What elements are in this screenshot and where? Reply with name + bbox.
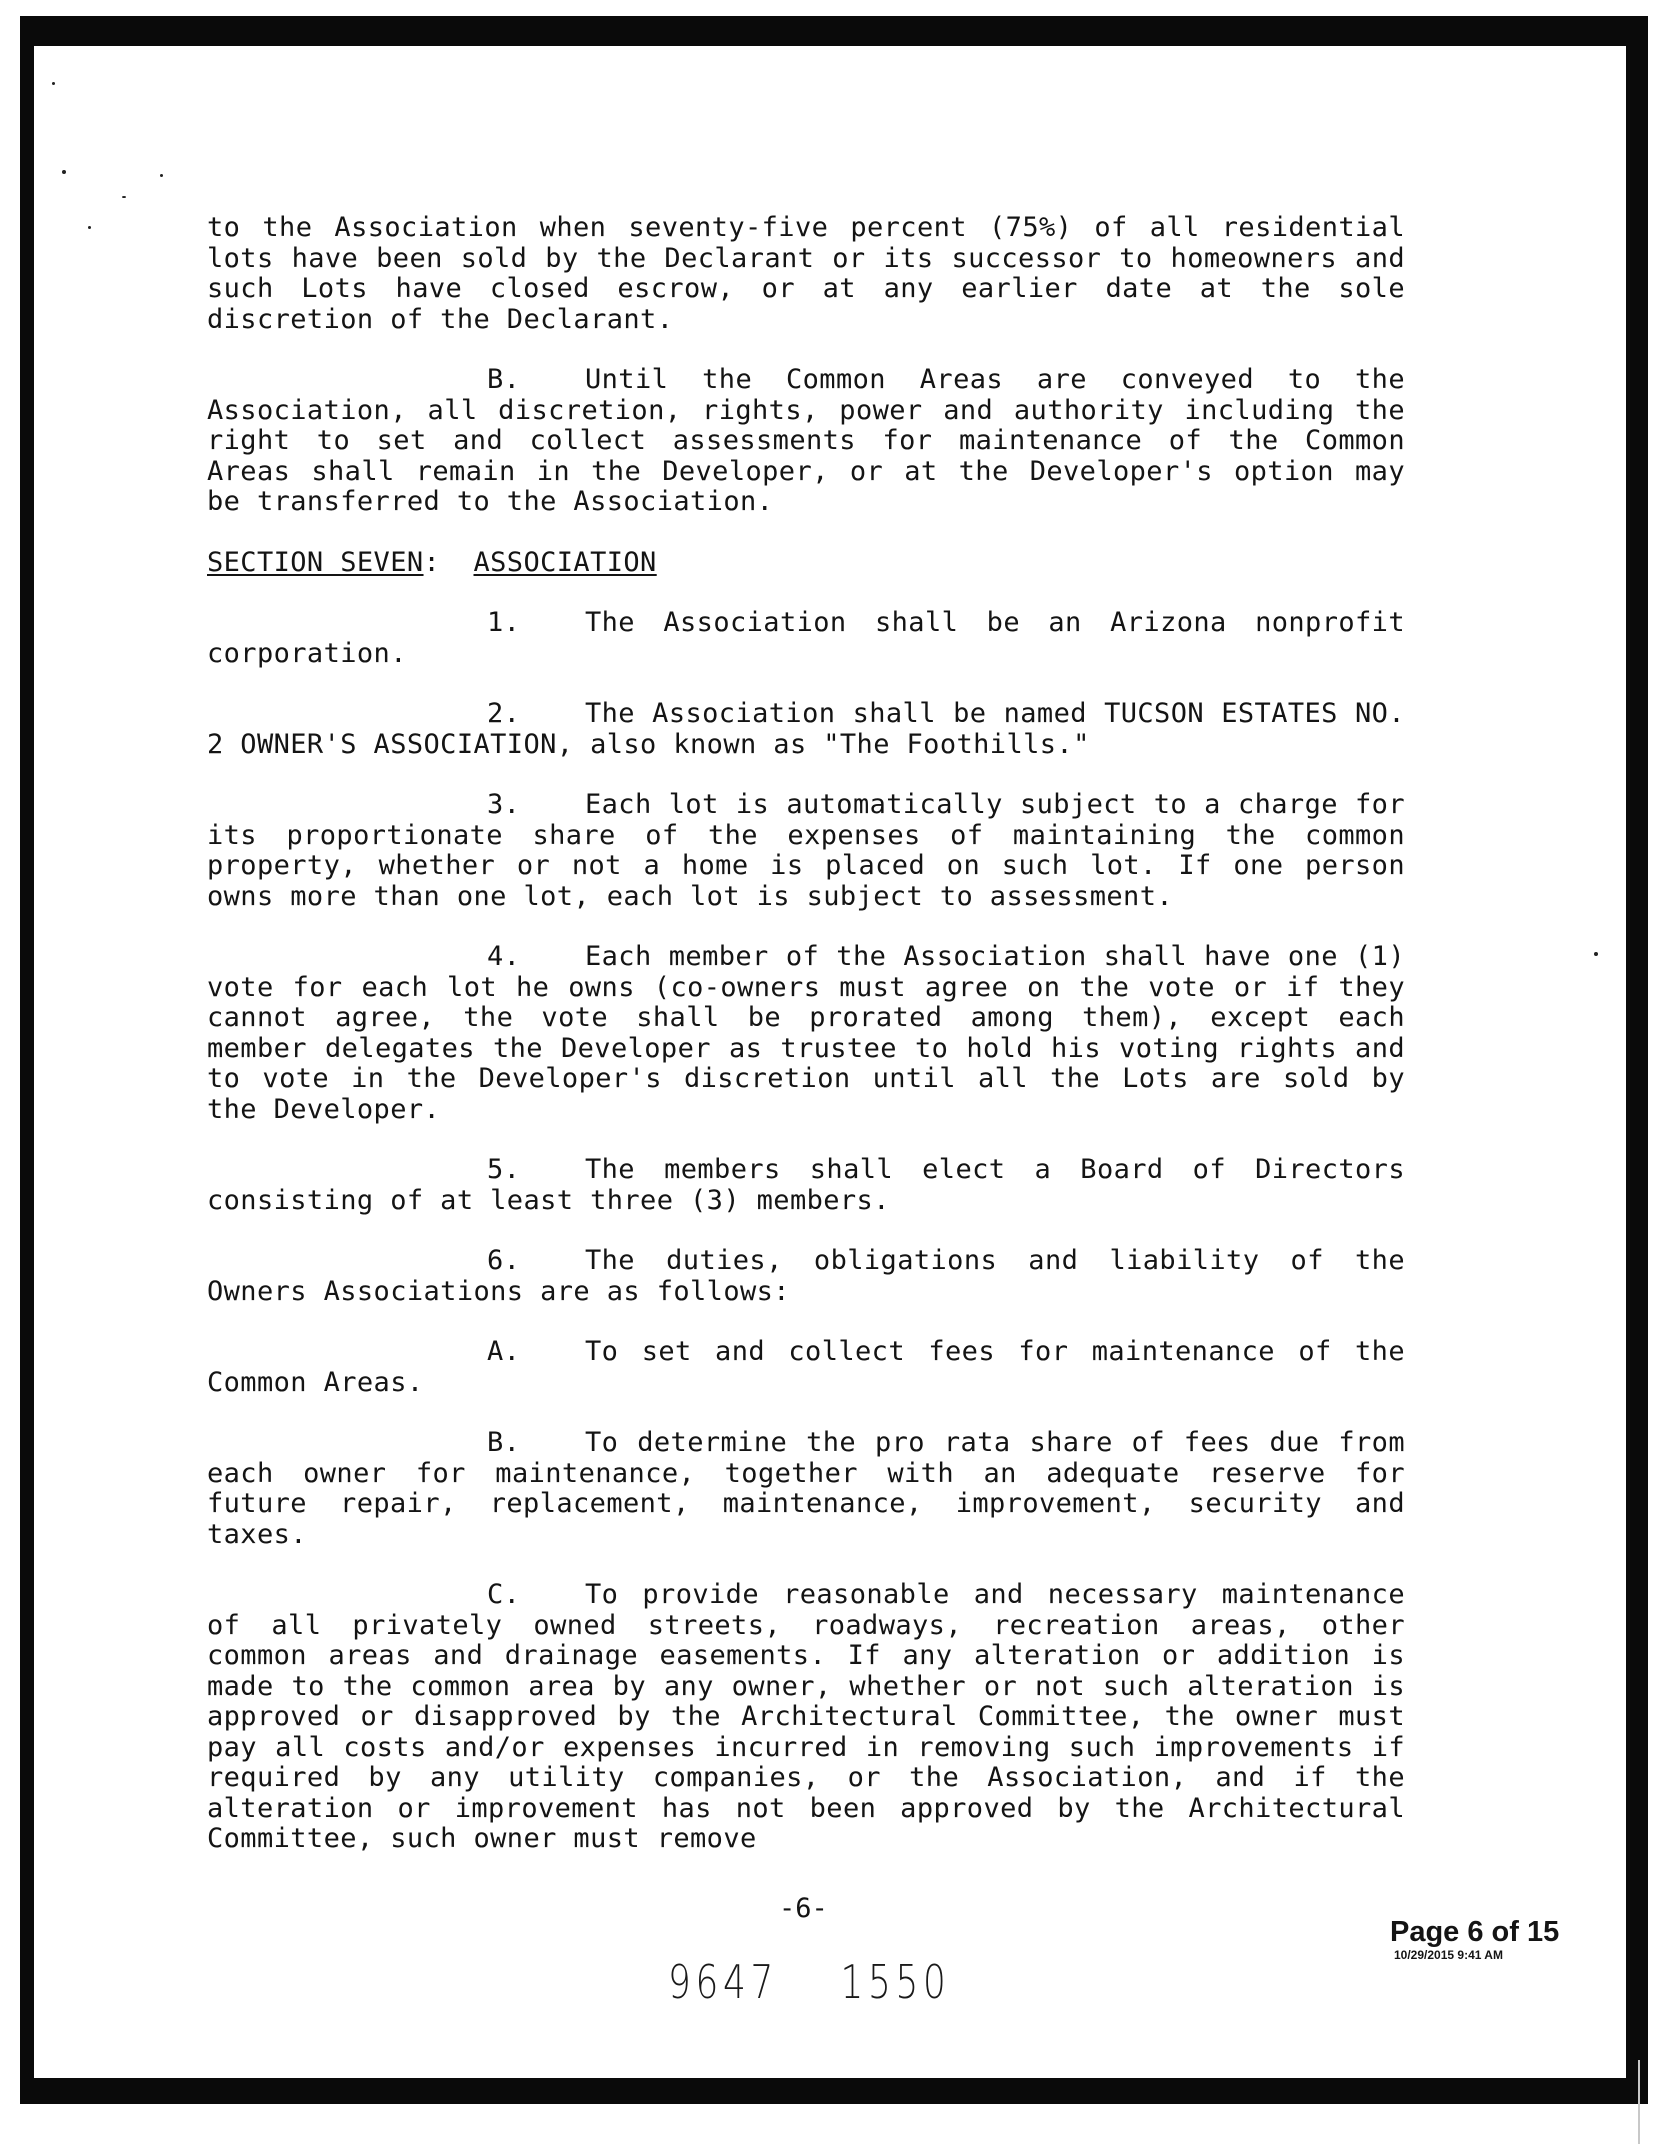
paragraph-label: B. [487, 364, 521, 395]
stamp-page-count: Page 6 of 15 [1390, 1916, 1560, 1948]
sub-item [207, 1337, 1405, 1398]
paragraph-b-conveyance [207, 365, 1405, 518]
item-label: 4. [487, 941, 521, 972]
subitem-label: A. [487, 1336, 521, 1367]
page-reference-number: 1550 [840, 1955, 951, 2009]
scan-speck [122, 196, 126, 198]
sub-item [207, 1428, 1405, 1550]
subitem-text: To determine the pro rata share of fees due from each owner for maintenance, together with an adequate reserve for future repair, replacement, maintenance, improvement, security and taxes. [207, 1427, 1405, 1550]
item-text: The duties, obligations and liability of the Owners Associations are as follows: [207, 1245, 1405, 1307]
docket-number: 9647 [668, 1955, 779, 2009]
item-label: 2. [487, 698, 521, 729]
subitem-text: To set and collect fees for maintenance of the Common Areas. [207, 1336, 1405, 1398]
list-item [207, 1155, 1405, 1216]
paragraph-continued: to the Association when seventy-five percent (75%) of all residential lots have been sold by the Declarant or its successor to homeowners and such Lots have closed escrow, or at any earlier date at the sole discretion of the Declarant. [207, 212, 1405, 335]
list-item [207, 608, 1405, 669]
item-label: 5. [487, 1154, 521, 1185]
section-number: SECTION SEVEN [207, 546, 424, 578]
item-text: The members shall elect a Board of Directors consisting of at least three (3) members. [207, 1154, 1405, 1216]
scan-speck [160, 174, 163, 177]
subitem-text: To provide reasonable and necessary maintenance of all privately owned streets, roadways, recreation areas, other common areas and drainage easements. If any alteration or addition is made to the common area by any owner, whether or not such alteration is approved or disapproved by the Architectural Committee, the owner must pay all costs and/or expenses incurred in removing such improvements if required by any utility companies, or the Association, and if the alteration or improvement has not been approved by the Architectural Committee, such owner must remove [207, 1579, 1405, 1854]
sub-item [207, 1580, 1405, 1855]
scan-speck [52, 82, 55, 85]
item-text: The Association shall be named TUCSON ESTATES NO. 2 OWNER'S ASSOCIATION, also known as "The Foothills." [207, 698, 1405, 760]
document-body [207, 213, 1405, 1885]
section-colon: : [423, 546, 441, 578]
list-item [207, 1246, 1405, 1307]
scan-speck [88, 226, 91, 229]
item-label: 3. [487, 789, 521, 820]
item-text: Each lot is automatically subject to a charge for its proportionate share of the expenses of maintaining the common property, whether or not a home is placed on such lot. If one person owns more than one lot, each lot is subject to assessment. [207, 789, 1405, 912]
scan-speck [62, 170, 66, 174]
item-text: The Association shall be an Arizona nonprofit corporation. [207, 607, 1405, 669]
item-label: 1. [487, 607, 521, 638]
recording-number [668, 1955, 950, 2009]
recorder-stamp [1390, 1916, 1559, 1962]
section-heading [207, 548, 1405, 579]
page-number: -6- [779, 1893, 828, 1924]
list-item [207, 790, 1405, 912]
item-text: Each member of the Association shall have one (1) vote for each lot he owns (co-owners must agree on the vote or if they cannot agree, the vote shall be prorated among them), except each member delegates the Developer as trustee to hold his voting rights and to vote in the Developer's discretion until all the Lots are sold by the Developer. [207, 941, 1405, 1125]
item-label: 6. [487, 1245, 521, 1276]
section-title: ASSOCIATION [473, 546, 657, 578]
subitem-label: B. [487, 1427, 521, 1458]
paragraph-text: Until the Common Areas are conveyed to the Association, all discretion, rights, power and authority including the right to set and collect assessments for maintenance of the Common Areas shall remain in the Developer, or at the Developer's option may be transferred to the Association. [207, 364, 1405, 517]
page-edge-line [1638, 2060, 1640, 2144]
list-item [207, 942, 1405, 1125]
list-item [207, 699, 1405, 760]
subitem-label: C. [487, 1579, 521, 1610]
scan-speck [1594, 952, 1598, 956]
stamp-datetime: 10/29/2015 9:41 AM [1394, 1948, 1503, 1962]
